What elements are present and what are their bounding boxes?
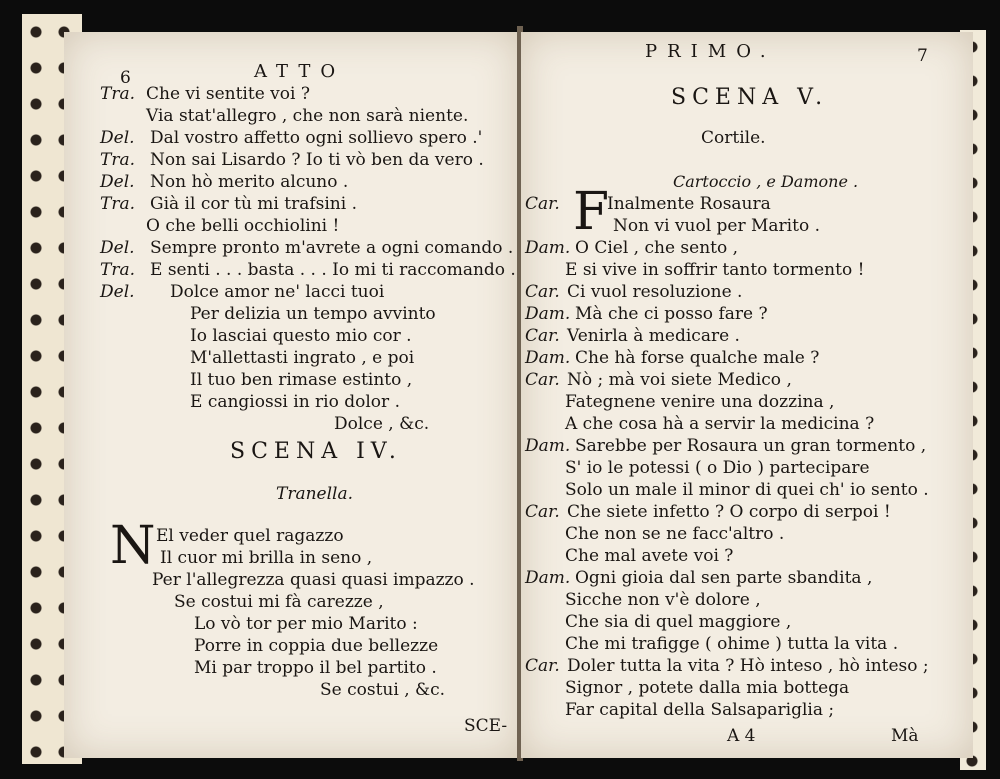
catchword: Mà (891, 726, 919, 746)
speaker: Dam. (525, 304, 571, 324)
verse-line: E si vive in soffrir tanto tormento ! (565, 260, 865, 280)
verse-line: A che cosa hà a servir la medicina ? (565, 414, 875, 434)
verse-line: Far capital della Salsapariglia ; (565, 700, 835, 720)
verse-line: Ogni gioia dal sen parte sbandita , (575, 568, 873, 588)
speaker: Car. (525, 656, 560, 676)
verse-line: Il tuo ben rimase estinto , (190, 370, 413, 390)
speaker: Dam. (525, 348, 571, 368)
aria-line: Mi par troppo il bel partito . (194, 658, 437, 678)
aria-line: Porre in coppia due bellezze (194, 636, 439, 656)
verse-line: Sempre pronto m'avrete a ogni comando . (150, 238, 514, 258)
scene-characters: Cartoccio , e Damone . (673, 172, 859, 191)
verse-line: Signor , potete dalla mia bottega (565, 678, 850, 698)
speaker: Car. (525, 282, 560, 302)
speaker: Del. (100, 238, 135, 258)
aria-line: Per l'allegrezza quasi quasi impazzo . (152, 570, 475, 590)
aria-line: Se costui , &c. (320, 680, 446, 700)
verse-line: Io lasciai questo mio cor . (190, 326, 412, 346)
verse-line: E senti . . . basta . . . Io mi ti raccomando . (150, 260, 516, 280)
speaker: Tra. (100, 194, 136, 214)
scene-character: Tranella. (276, 484, 354, 504)
running-header: PRIMO. (645, 41, 776, 62)
speaker: Del. (100, 282, 135, 302)
verse-line: E cangiossi in rio dolor . (190, 392, 400, 412)
speaker: Del. (100, 172, 135, 192)
page-number: 6 (120, 68, 131, 88)
scene-location: Cortile. (701, 128, 766, 148)
drop-cap: F (573, 182, 610, 242)
verse-line: Non vi vuol per Marito . (613, 216, 820, 236)
left-page (64, 32, 519, 758)
speaker: Dam. (525, 436, 571, 456)
verse-line: Che hà forse qualche male ? (575, 348, 820, 368)
page-number: 7 (917, 46, 928, 66)
scene-title: SCENA V. (671, 85, 829, 110)
verse-line: Che non se ne facc'altro . (565, 524, 785, 544)
verse-line: Sicche non v'è dolore , (565, 590, 761, 610)
aria-line: El veder quel ragazzo (156, 526, 344, 546)
speaker: Car. (525, 194, 560, 214)
verse-line: Ci vuol resoluzione . (567, 282, 743, 302)
verse-line: Che mal avete voi ? (565, 546, 734, 566)
verse-line: Per delizia un tempo avvinto (190, 304, 436, 324)
verse-line: O che belli occhiolini ! (146, 216, 340, 236)
verse-line: Sarebbe per Rosaura un gran tormento , (575, 436, 927, 456)
speaker: Del. (100, 128, 135, 148)
verse-line: Mà che ci posso fare ? (575, 304, 768, 324)
running-header: ATTO (254, 61, 346, 82)
verse-line: Non hò merito alcuno . (150, 172, 349, 192)
aria-line: Se costui mi fà carezze , (174, 592, 384, 612)
verse-line: Dal vostro affetto ogni sollievo spero .' (150, 128, 483, 148)
verse-line: Nò ; mà voi siete Medico , (567, 370, 792, 390)
verse-line: Dolce amor ne' lacci tuoi (170, 282, 385, 302)
speaker: Car. (525, 326, 560, 346)
speaker: Tra. (100, 150, 136, 170)
speaker: Dam. (525, 238, 571, 258)
verse-line: Non sai Lisardo ? Io ti vò ben da vero . (150, 150, 484, 170)
speaker: Car. (525, 502, 560, 522)
scene-title: SCENA IV. (230, 439, 402, 464)
verse-line: Che mi trafigge ( ohime ) tutta la vita . (565, 634, 899, 654)
verse-line: Che siete infetto ? O corpo di serpoi ! (567, 502, 891, 522)
verse-line: O Ciel , che sento , (575, 238, 739, 258)
verse-line: Solo un male il minor di quei ch' io sento . (565, 480, 929, 500)
aria-line: Lo vò tor per mio Marito : (194, 614, 418, 634)
aria-line: Il cuor mi brilla in seno , (160, 548, 373, 568)
speaker: Tra. (100, 84, 136, 104)
verse-line: Che sia di quel maggiore , (565, 612, 792, 632)
verse-line: Già il cor tù mi trafsini . (150, 194, 358, 214)
speaker: Tra. (100, 260, 136, 280)
verse-line: Che vi sentite voi ? (146, 84, 310, 104)
verse-line: S' io le potessi ( o Dio ) partecipare (565, 458, 870, 478)
signature-mark: A 4 (727, 726, 756, 746)
catchword: SCE- (464, 716, 508, 736)
verse-line: Venirla à medicare . (567, 326, 740, 346)
verse-line: Dolce , &c. (334, 414, 430, 434)
verse-line: Doler tutta la vita ? Hò inteso , hò inteso ; (567, 656, 929, 676)
verse-line: Fategnene venire una dozzina , (565, 392, 835, 412)
speaker: Car. (525, 370, 560, 390)
right-page (521, 32, 973, 758)
speaker: Dam. (525, 568, 571, 588)
verse-line: Inalmente Rosaura (607, 194, 771, 214)
verse-line: Via stat'allegro , che non sarà niente. (146, 106, 469, 126)
verse-line: M'allettasti ingrato , e poi (190, 348, 415, 368)
drop-cap: N (110, 516, 156, 576)
